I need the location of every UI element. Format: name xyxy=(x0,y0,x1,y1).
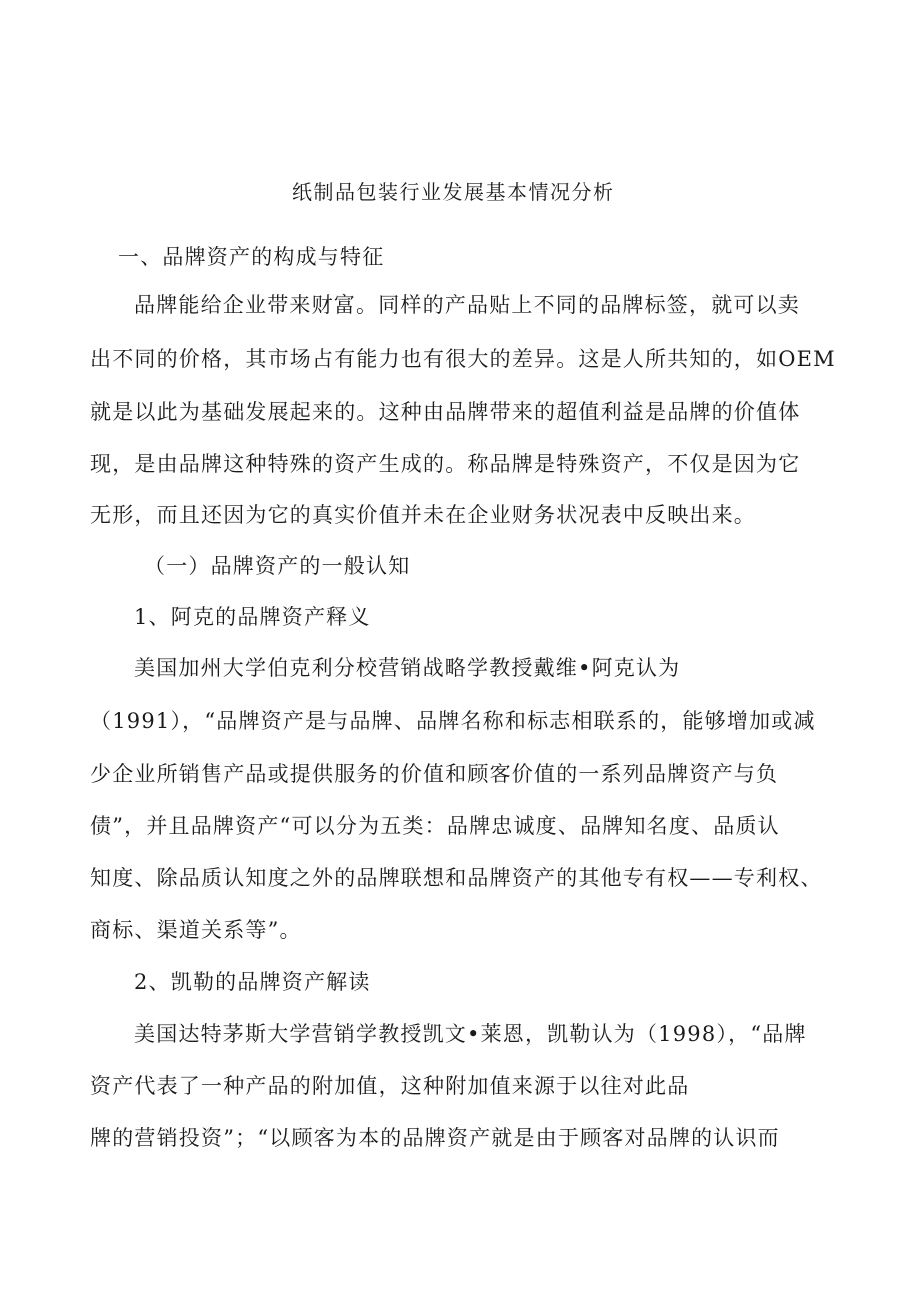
paragraph-line: 美国加州大学伯克利分校营销战略学教授戴维•阿克认为 xyxy=(134,656,681,680)
paragraph-line: 牌的营销投资”；“以顾客为本的品牌资产就是由于顾客对品牌的认识而 xyxy=(90,1126,780,1150)
paragraph-line: 资产代表了一种产品的附加值，这种附加值来源于以往对此品 xyxy=(90,1074,690,1098)
paragraph-line: 现，是由品牌这种特殊的资产生成的。称品牌是特殊资产，不仅是因为它 xyxy=(90,452,801,476)
paragraph-line: 商标、渠道关系等”。 xyxy=(90,918,302,942)
document-title: 纸制品包装行业发展基本情况分析 xyxy=(292,180,615,204)
paragraph-line: 无形，而且还因为它的真实价值并未在企业财务状况表中反映出来。 xyxy=(90,503,756,527)
paragraph-line: （1991），“品牌资产是与品牌、品牌名称和标志相联系的，能够增加或减 xyxy=(90,709,816,733)
paragraph-line: 债”，并且品牌资产“可以分为五类：品牌忠诚度、品牌知名度、品质认 xyxy=(90,814,780,838)
paragraph-line: 美国达特茅斯大学营销学教授凯文•莱恩，凯勒认为（1998），“品牌 xyxy=(134,1022,807,1046)
item-heading: 2、凯勒的品牌资产解读 xyxy=(134,970,371,994)
paragraph-line: 就是以此为基础发展起来的。这种由品牌带来的超值利益是品牌的价值体 xyxy=(90,400,801,424)
paragraph-line: 知度、除品质认知度之外的品牌联想和品牌资产的其他专有权——专利权、 xyxy=(90,866,823,890)
paragraph-line: 少企业所销售产品或提供服务的价值和顾客价值的一系列品牌资产与负 xyxy=(90,762,779,786)
paragraph-line: 品牌能给企业带来财富。同样的产品贴上不同的品牌标签，就可以卖 xyxy=(134,293,800,317)
section-heading: 一、品牌资产的构成与特征 xyxy=(118,245,385,269)
subsection-heading: （一）品牌资产的一般认知 xyxy=(144,554,411,578)
item-heading: 1、阿克的品牌资产释义 xyxy=(134,605,371,629)
paragraph-line: 出不同的价格，其市场占有能力也有很大的差异。这是人所共知的，如OEM xyxy=(90,347,836,371)
